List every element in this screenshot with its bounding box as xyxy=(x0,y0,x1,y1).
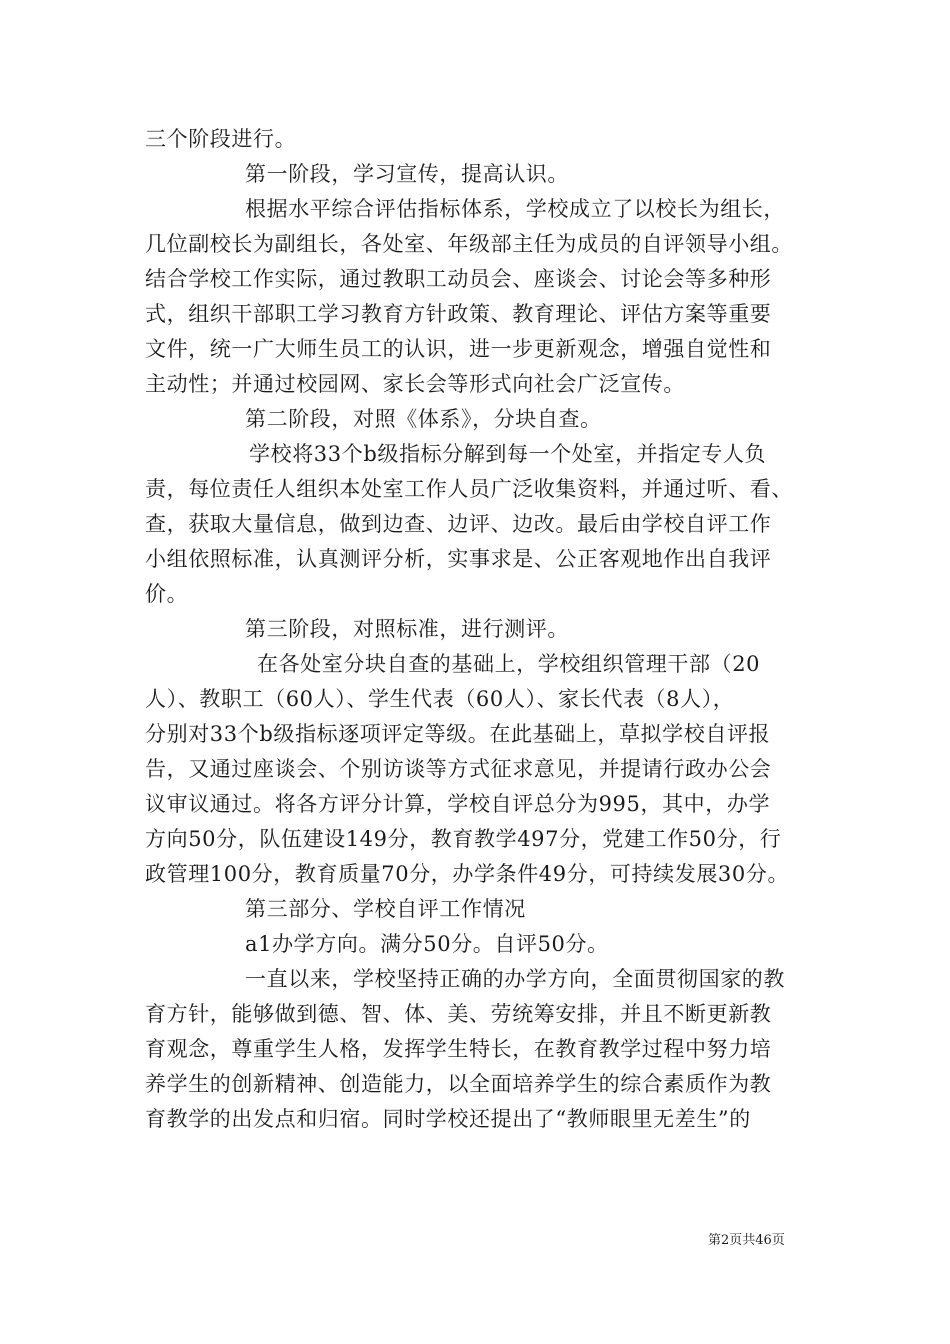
text-line: 分别对33个b级指标逐项评定等级。在此基础上，草拟学校自评报 xyxy=(145,722,771,746)
text-line: 学校将33个b级指标分解到每一个处室，并指定专人负 xyxy=(249,442,767,466)
text-line: 根据水平综合评估指标体系，学校成立了以校长为组长， xyxy=(245,197,785,221)
page-number: 第2页共46页 xyxy=(708,1233,785,1248)
text-line: 育观念，尊重学生人格，发挥学生特长，在教育教学过程中努力培 xyxy=(145,1037,772,1061)
text-line: 式，组织干部职工学习教育方针政策、教育理论、评估方案等重要 xyxy=(145,302,772,326)
text-line: 育方针，能够做到德、智、体、美、劳统筹安排，并且不断更新教 xyxy=(145,1002,772,1026)
text-line: 告，又通过座谈会、个别访谈等方式征求意见，并提请行政办公会 xyxy=(145,757,772,781)
text-line: 议审议通过。将各方评分计算，学校自评总分为995，其中，办学 xyxy=(145,792,771,816)
text-line: 主动性；并通过校园网、家长会等形式向社会广泛宣传。 xyxy=(145,372,685,396)
text-line: 三个阶段进行。 xyxy=(145,127,297,151)
text-line: 人）、教职工（60人）、学生代表（60人）、家长代表（8人）， xyxy=(145,687,735,711)
text-line: 几位副校长为副组长，各处室、年级部主任为成员的自评领导小组。 xyxy=(145,232,793,256)
text-line: 育教学的出发点和归宿。同时学校还提出了“教师眼里无差生”的 xyxy=(145,1107,751,1131)
section-heading: 第二阶段，对照《体系》，分块自查。 xyxy=(245,407,602,431)
text-line: 责，每位责任人组织本处室工作人员广泛收集资料，并通过听、看、 xyxy=(145,477,793,501)
text-line: 结合学校工作实际，通过教职工动员会、座谈会、讨论会等多种形 xyxy=(145,267,772,291)
text-line: 价。 xyxy=(145,582,189,606)
text-line: 政管理100分，教育质量70分，办学条件49分，可持续发展30分。 xyxy=(145,862,790,886)
text-line: 一直以来，学校坚持正确的办学方向，全面贯彻国家的教 xyxy=(245,967,785,991)
text-line: 在各处室分块自查的基础上，学校组织管理干部（20 xyxy=(257,652,761,676)
section-heading: 第三阶段，对照标准，进行测评。 xyxy=(245,617,569,641)
item-heading: a1办学方向。满分50分。自评50分。 xyxy=(245,932,609,956)
text-line: 小组依照标准，认真测评分析，实事求是、公正客观地作出自我评 xyxy=(145,547,772,571)
text-line: 文件，统一广大师生员工的认识，进一步更新观念，增强自觉性和 xyxy=(145,337,772,361)
part-heading: 第三部分、学校自评工作情况 xyxy=(245,897,526,921)
text-line: 方向50分，队伍建设149分，教育教学497分，党建工作50分，行 xyxy=(145,827,782,851)
section-heading: 第一阶段，学习宣传，提高认识。 xyxy=(245,162,569,186)
text-line: 养学生的创新精神、创造能力，以全面培养学生的综合素质作为教 xyxy=(145,1072,772,1096)
text-line: 查，获取大量信息，做到边查、边评、边改。最后由学校自评工作 xyxy=(145,512,772,536)
